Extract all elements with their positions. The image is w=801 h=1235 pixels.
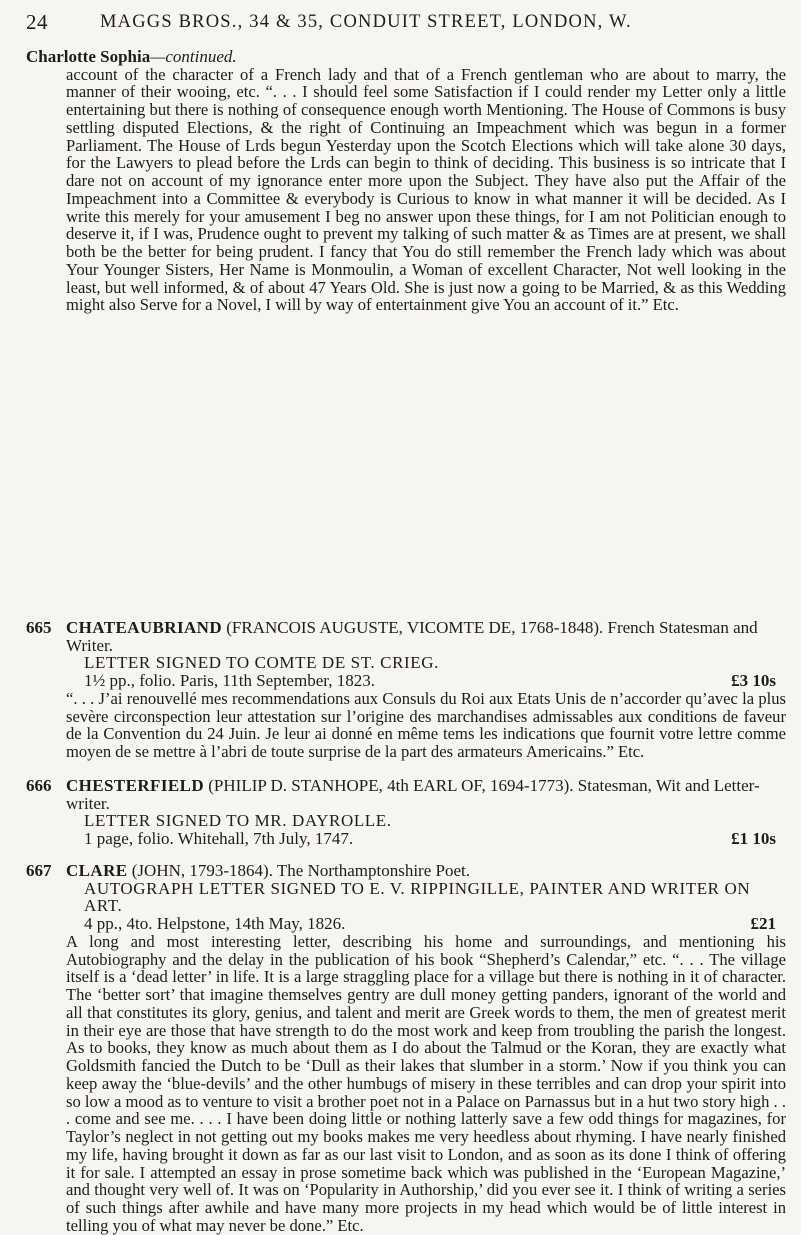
lot-number: 666 bbox=[26, 776, 52, 795]
lot-details: (JOHN, 1793-1864). The Northamptonshire Poet. bbox=[131, 861, 470, 880]
lot-heading bbox=[26, 619, 786, 654]
lot-667 bbox=[26, 862, 786, 1235]
lot-666 bbox=[26, 777, 786, 848]
continued-text: account of the character of a French lady and that of a French gentleman who are about to marry, the manner of their wooing, etc. “. . . I should feel some Satisfaction if I could render my Letter only a little entertaining but there is nothing of consequence enough worth Mentioning. The House of Commons is busy settling disputed Elections, & the right of Continuing an Impeachment which was begun in a former Parliament. The House of Lrds begun Yesterday upon the Scotch Elections which will take alone 30 days, for the Lawyers to plead before the Lrds can begin to think of deciding. This business is so intricate that I dare not on account of my ignorance enter more upon the Subject. They have also put the Affair of the Impeachment into a Committee & everybody is Curious to know in what manner it will be decided. As I write this merely for your amusement I beg no answer upon these things, for I am not Politician enough to deserve it, if I was, Prudence ought to prevent my talking of such matter & as Times are at present, we shall both be the better for being prudent. I fancy that You do still remember the French lady which was about Your Younger Sisters, Her Name is Monmoulin, a Woman of excellent Character, Not well looking in the least, but well informed, & of about 47 Years Old. She is just now a going to be Married, & as this Wedding might also Serve for a Novel, I will by way of entertainment give You an account of it.” Etc. bbox=[66, 64, 786, 315]
lot-item: LETTER SIGNED TO COMTE DE ST. CRIEG. bbox=[84, 653, 439, 673]
lot-number: 665 bbox=[26, 618, 52, 637]
lot-item: AUTOGRAPH LETTER SIGNED TO E. V. RIPPINGILLE, PAINTER AND WRITER ON ART. bbox=[84, 878, 751, 916]
continued-name: Charlotte Sophia bbox=[26, 47, 151, 66]
lot-description-row bbox=[26, 915, 786, 933]
lot-description: 1½ pp., folio. Paris, 11th September, 1823. bbox=[84, 671, 375, 691]
lot-name: CHESTERFIELD bbox=[66, 776, 205, 795]
lot-item: LETTER SIGNED TO MR. DAYROLLE. bbox=[84, 811, 392, 831]
lot-description: 4 pp., 4to. Helpstone, 14th May, 1826. bbox=[84, 914, 346, 934]
lot-number: 667 bbox=[26, 861, 52, 880]
lot-price: £21 bbox=[750, 914, 776, 934]
lot-description-row bbox=[26, 672, 786, 690]
lot-details: (FRANCOIS AUGUSTE, VICOMTE DE, 1768-1848). French Statesman and Writer. bbox=[66, 618, 758, 655]
lot-heading bbox=[26, 862, 786, 880]
continued-suffix: —continued. bbox=[150, 47, 237, 66]
page-header bbox=[26, 10, 786, 40]
lot-name: CLARE bbox=[66, 861, 128, 880]
lot-body: “. . . J’ai renouvellé mes recommendations aux Consuls du Roi aux Etats Unis de n’accorder qu’avec la plus sevère circonspection leur attestation sur l’origine des marchandises admissables aux conditions de faveur de la Convention du 24 Juin. Je leur ai donné en même tems les indications que fournit votre lettre comme moyen de se mettre à l’abri de toute surprise de la part des armateurs Americains.” Etc. bbox=[66, 688, 786, 762]
lot-665 bbox=[26, 619, 786, 761]
lot-details: (PHILIP D. STANHOPE, 4th EARL OF, 1694-1773). Statesman, Wit and Letter-writer. bbox=[66, 776, 760, 813]
lot-description: 1 page, folio. Whitehall, 7th July, 1747. bbox=[84, 829, 354, 849]
continued-entry bbox=[26, 48, 786, 314]
lot-body: A long and most interesting letter, describing his home and surroundings, and mentioning his Autobiography and the delay in the publication of his book “Shepherd’s Calendar,” etc. “. . . The village itself is a ‘dead letter’ in life. It is a large straggling place for a village but there is nothing in it of character. The ‘better sort’ that imagine themselves gentry are dull money getting panders, ignorant of the world and all that constitutes its glory, genius, and talent and merit are Greek words to them, the men of greatest merit in their eye are those that have strength to do the most work and keep from troubling the parish the longest. As to books, they know as much about them as I do about the Talmud or the Koran, they are exactly what Goldsmith fancied the Dutch to be ‘Dull as their lakes that slumber in a storm.’ Now if you think you can keep away the ‘blue-devils’ and the other humbugs of misery in these terribles and can drop your spirit into so low a mood as to venture to visit a brother poet not in a Palace on Parnassus but in a hut two story high . . . come and see me. . . . I have been doing little or nothing latterly save a few odd things for magazines, for Taylor’s neglect in not getting out my books makes me very heedless about rhyming. I have nearly finished my life, having brought it down as far as our last visit to London, and as soon as its done I think of offering it for sale. I attempted an essay in prose sometime back which was published in the ‘European Magazine,’ and thought very well of. It was on ‘Popularity in Authorship,’ did you ever see it. I think of writing a series of such things after awhile and have many more projects in my head which would be of little interest in telling you of what may never be done.” Etc. bbox=[66, 931, 786, 1235]
lot-price: £3 10s bbox=[731, 671, 776, 691]
lot-name: CHATEAUBRIAND bbox=[66, 618, 223, 637]
lot-heading bbox=[26, 777, 786, 812]
lot-description-row bbox=[26, 830, 786, 848]
running-title: MAGGS BROS., 34 & 35, CONDUIT STREET, LONDON, W. bbox=[100, 12, 632, 32]
page-number: 24 bbox=[26, 10, 48, 34]
continued-heading bbox=[26, 48, 786, 66]
lot-price: £1 10s bbox=[731, 829, 776, 849]
